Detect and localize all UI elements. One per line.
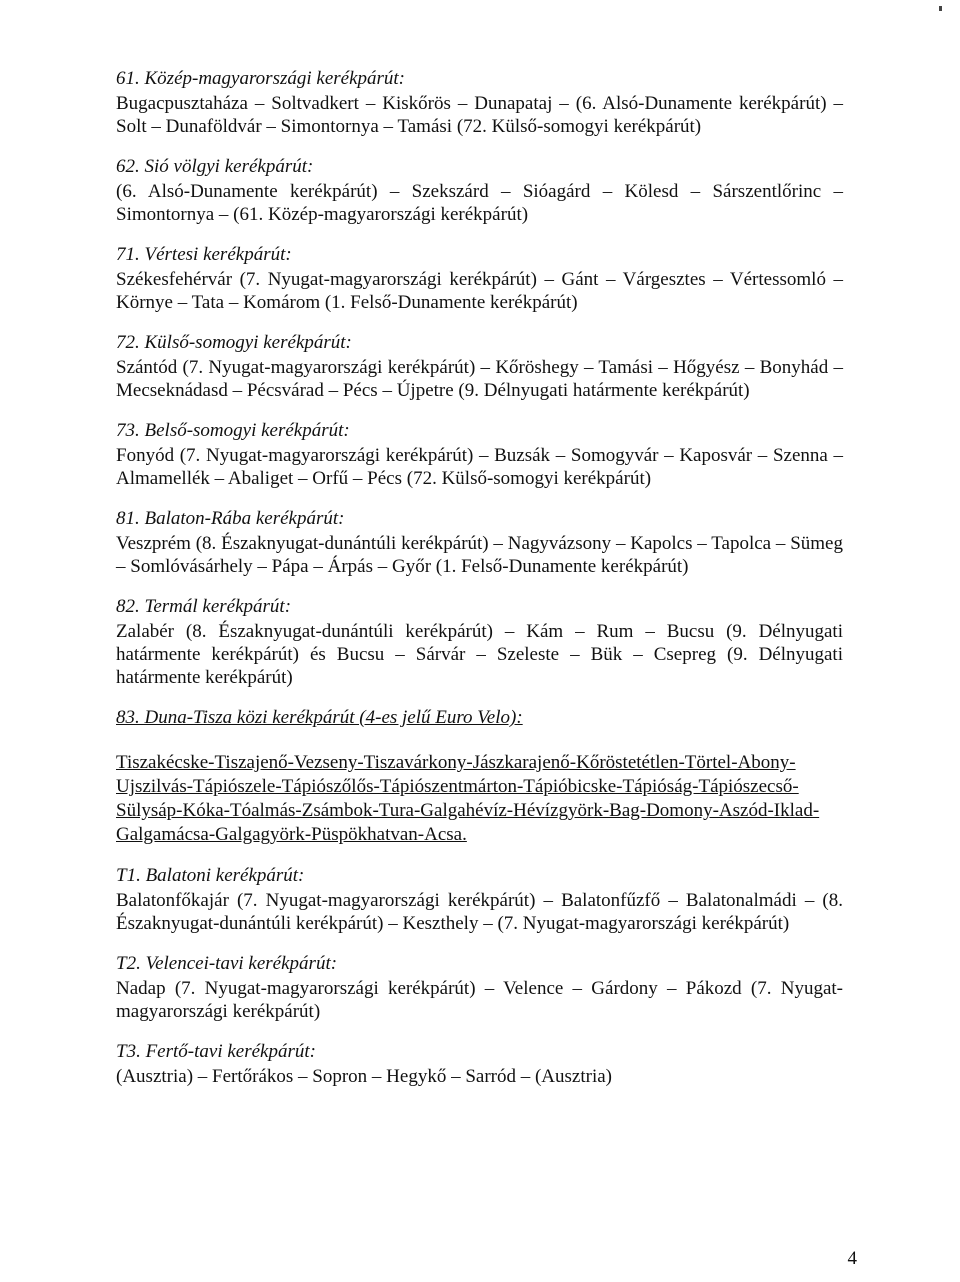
route-description: (Ausztria) – Fertőrákos – Sopron – Hegykő – Sarród – (Ausztria) — [116, 1066, 613, 1087]
document-body — [116, 68, 843, 1106]
route-description: Bugacpusztaháza – Soltvadkert – Kiskőrös – Dunapataj – (6. Alsó-Dunamente kerékpárút) – Solt – Dunaföldvár – Simontornya – Tamási (72. Külső-somogyi kerékpárút) — [116, 93, 843, 137]
route-section-t2 — [116, 953, 843, 1023]
route-description-line: Tiszakécske-Tiszajenő-Vezseny-Tiszavárkony-Jászkarajenő-Kőröstetétlen-Törtel-Abony- — [116, 752, 796, 773]
route-section-t1 — [116, 865, 843, 935]
route-heading: 73. Belső-somogyi kerékpárút: — [116, 420, 350, 441]
route-heading: 61. Közép-magyarországi kerékpárút: — [116, 68, 406, 89]
route-heading: T1. Balatoni kerékpárút: — [116, 865, 305, 886]
route-heading: 82. Termál kerékpárút: — [116, 596, 292, 617]
route-description: Zalabér (8. Északnyugat-dunántúli kerékpárút) – Kám – Rum – Bucsu (9. Délnyugati határmente kerékpárút) és Bucsu – Sárvár – Szeleste – Bük – Csepreg (9. Délnyugati határmente kerékpárút) — [116, 621, 843, 688]
route-heading: 72. Külső-somogyi kerékpárút: — [116, 332, 352, 353]
route-section-82 — [116, 596, 843, 689]
route-description: Székesfehérvár (7. Nyugat-magyarországi kerékpárút) – Gánt – Várgesztes – Vértessomló – Környe – Tata – Komárom (1. Felső-Dunamente kerékpárút) — [116, 269, 843, 313]
route-description: Fonyód (7. Nyugat-magyarországi kerékpárút) – Buzsák – Somogyvár – Kaposvár – Szenna – Almamellék – Abaliget – Orfű – Pécs (72. Külső-somogyi kerékpárút) — [116, 445, 843, 489]
page-number: 4 — [847, 1248, 857, 1269]
route-description-line: Sülysáp-Kóka-Tóalmás-Zsámbok-Tura-Galgahévíz-Hévízgyörk-Bag-Domony-Aszód-Iklad- — [116, 800, 820, 821]
route-section-71 — [116, 244, 843, 314]
route-heading: T2. Velencei-tavi kerékpárút: — [116, 953, 338, 974]
route-section-62 — [116, 156, 843, 226]
route-description: (6. Alsó-Dunamente kerékpárút) – Szekszárd – Sióagárd – Kölesd – Sárszentlőrinc – Simontornya – (61. Közép-magyarországi kerékpárút) — [116, 181, 843, 225]
route-heading: T3. Fertő-tavi kerékpárút: — [116, 1041, 316, 1062]
route-heading: 81. Balaton-Rába kerékpárút: — [116, 508, 345, 529]
route-heading: 62. Sió völgyi kerékpárút: — [116, 156, 314, 177]
route-description: Veszprém (8. Északnyugat-dunántúli kerékpárút) – Nagyvázsony – Kapolcs – Tapolca – Sümeg – Somlóvásárhely – Pápa – Árpás – Győr (1. Felső-Dunamente kerékpárút) — [116, 533, 843, 577]
route-description-line: Galgamácsa-Galgagyörk-Püspökhatvan-Acsa. — [116, 824, 467, 845]
route-heading: 71. Vértesi kerékpárút: — [116, 244, 292, 265]
route-description-line: Ujszilvás-Tápiószele-Tápiószőlős-Tápiószentmárton-Tápióbicske-Tápióság-Tápiószecső- — [116, 776, 799, 797]
route-section-61 — [116, 68, 843, 138]
route-description: Nadap (7. Nyugat-magyarországi kerékpárút) – Velence – Gárdony – Pákozd (7. Nyugat-magyarországi kerékpárút) — [116, 978, 843, 1022]
route-section-72 — [116, 332, 843, 402]
scan-artifact — [939, 6, 942, 11]
route-heading: 83. Duna-Tisza közi kerékpárút (4-es jelű Euro Velo): — [116, 707, 523, 728]
route-description: Szántód (7. Nyugat-magyarországi kerékpárút) – Kőröshegy – Tamási – Hőgyész – Bonyhád – Mecseknádasd – Pécsvárad – Pécs – Újpetre (9. Délnyugati határmente kerékpárút) — [116, 357, 843, 401]
route-section-t3 — [116, 1041, 843, 1088]
route-section-73 — [116, 420, 843, 490]
route-description: Balatonfőkajár (7. Nyugat-magyarországi kerékpárút) – Balatonfűzfő – Balatonalmádi – (8. Északnyugat-dunántúli kerékpárút) – Keszthely – (7. Nyugat-magyarországi kerékpárút) — [116, 890, 843, 934]
route-section-83 — [116, 707, 843, 847]
route-section-81 — [116, 508, 843, 578]
